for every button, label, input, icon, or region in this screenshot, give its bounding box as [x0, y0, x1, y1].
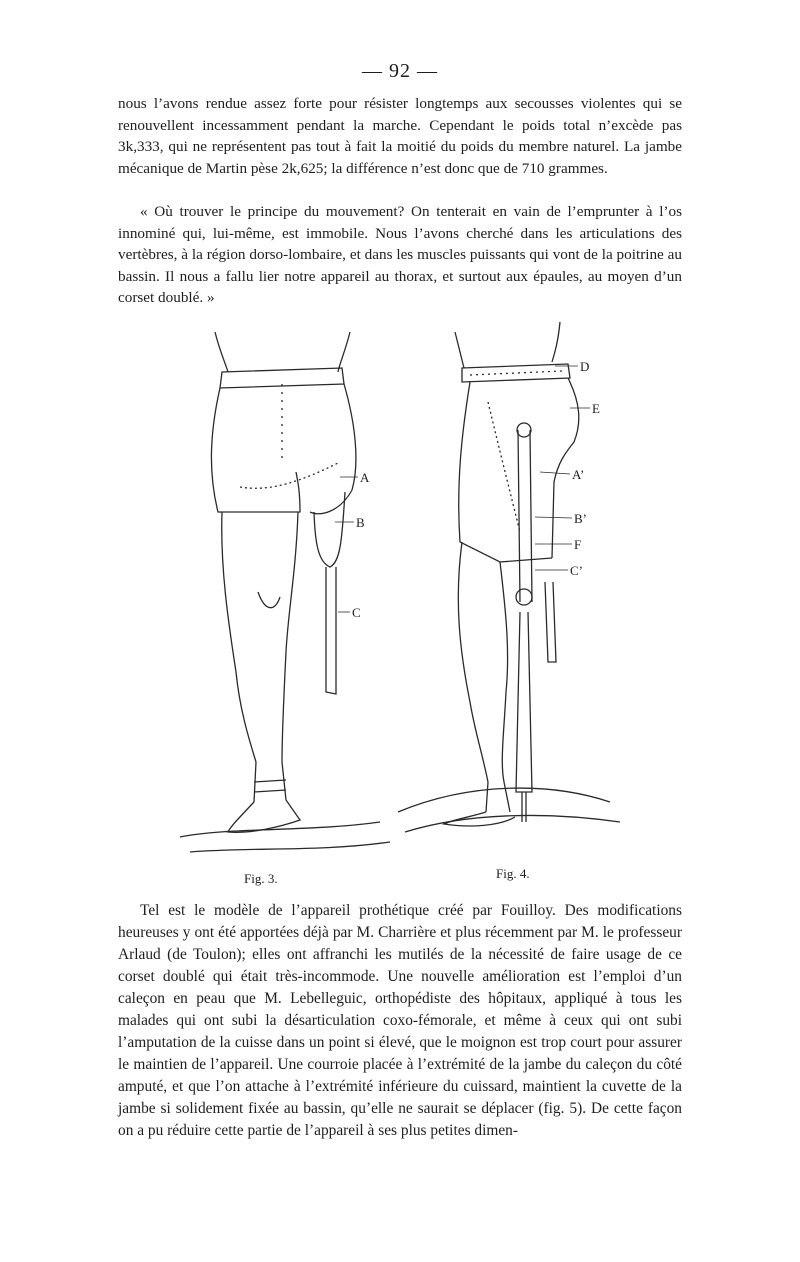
fig4-label-f: F	[574, 537, 582, 552]
prosthesis-drawing	[170, 312, 640, 872]
fig3-label-c: C	[352, 605, 361, 620]
fig4-label-a2: A’	[572, 467, 585, 482]
paragraph-2-text: « Où trouver le principe du mouvement? On tenterait en vain de l’emprunter à l’os innominé qui, lui-même, est immobile. Nous l’avons cherché dans les articulations des vertèbres, à la région dorso-lombaire, et dans les muscles puissants qui vont de la poitrine au bassin. Il nous a fallu lier notre appareil au thorax, et surtout aux épaules, au moyen d’un corset doublé. »	[118, 203, 682, 307]
fig4-label-b2: B’	[574, 511, 587, 526]
page-number: — 92 —	[362, 60, 438, 82]
fig3-label-b: B	[356, 515, 365, 530]
fig4-label-e: E	[592, 401, 600, 416]
figure-4-caption: Fig. 4.	[496, 866, 530, 881]
paragraph-2	[118, 201, 682, 309]
fig4-label-d: D	[580, 359, 590, 374]
prosthesis-illustration	[170, 312, 640, 872]
paragraph-3	[118, 900, 682, 1142]
fig3-label-a: A	[360, 470, 370, 485]
figure-3-caption: Fig. 3.	[244, 871, 278, 886]
paragraph-3-text: Tel est le modèle de l’appareil prothétique créé par Fouilloy. Des modifications heureuses y ont été apportées déjà par M. Charrière et plus récemment par M. le professeur Arlaud (de Toulon); elles ont affranchi les mutilés de la nécessité de faire usage de ce corset doublé qui était très-incommode. Une nouvelle amélioration est l’emploi d’un caleçon en peau que M. Lebelleguic, orthopédiste des hôpitaux, appliqué à tous les malades qui ont subi la désarticulation coxo-fémorale, et même à ceux qui ont subi l’amputation de la cuisse dans un point si élevé, que le moignon est trop court pour assurer le maintien de l’appareil. Une courroie placée à l’extrémité de la jambe du caleçon du côté amputé, et que l’on attache à l’extrémité inférieure du cuissard, maintient la cuvette de la jambe si solidement fixée au bassin, qu’elle ne saurait se déplacer (fig. 5). De cette façon on a pu réduire cette partie de l’appareil à ses plus petites dimen-	[118, 902, 682, 1139]
paragraph-1: nous l’avons rendue assez forte pour résister longtemps aux secousses violentes qui se renouvellent incessamment pendant la marche. Cependant le poids total n’excède pas 3k,333, qui ne représentent pas tout à fait la moitié du poids du membre naturel. La jambe mécanique de Martin pèse 2k,625; la différence n’est donc que de 710 grammes.	[118, 95, 682, 177]
fig4-label-c2: C’	[570, 563, 583, 578]
